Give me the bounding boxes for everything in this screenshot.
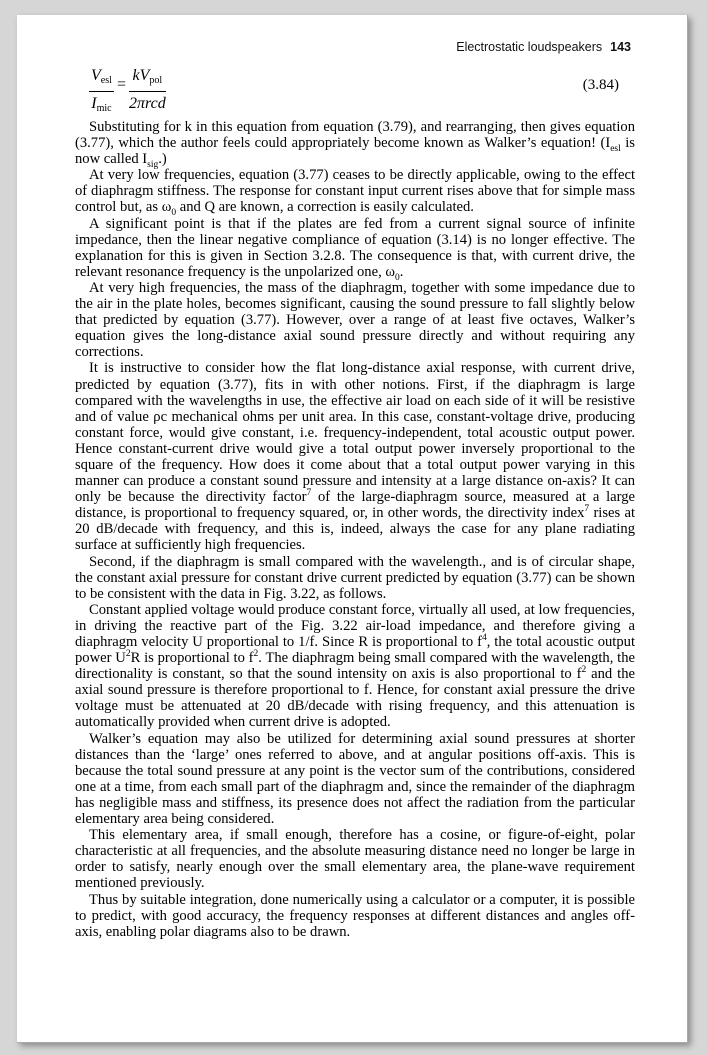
paragraph: A significant point is that if the plates are fed from a current signal source of infinite impedance, then the linear negative compliance of equation (3.14) is no longer effective. The explanation for this is given in Section 3.2.8. The consequence is that, with current drive, the relevant resonance frequency is the unpolarized one, $\omega_0$.	[75, 215, 635, 283]
equation-rhs-fraction	[129, 66, 166, 113]
equation-rhs-numerator: $kV_{pol}$	[129, 66, 166, 92]
paragraph: This elementary area, if small enough, therefore has a cosine, or figure-of-eight, polar characteristic at all frequencies, and the absolute measuring distance need no longer be large in order to satisfy, nearly enough over the small elementary area, the plane-wave requirement mentioned previously.	[75, 827, 635, 892]
paragraph: Substituting for k in this equation from equation (3.79), and rearranging, then gives equation (3.77), which the author feels could appropriately become known as Walker’s equation! ($I_{esl}$ is now called $I_{sig}$.)	[75, 119, 635, 171]
running-title: Electrostatic loudspeakers	[456, 40, 603, 54]
equals-sign: =	[117, 76, 127, 93]
paragraph: At very high frequencies, the mass of the diaphragm, together with some impedance due to the air in the plate holes, becomes significant, causing the sound pressure to fall slightly below that predicted by equation (3.77). However, over a range of at least five octaves, Walker’s equation gives the long-distance axial sound pressure directly and without requiring any corrections.	[75, 279, 635, 361]
equation-lhs-numerator: $V_{esl}$	[89, 66, 114, 92]
equation-number: (3.84)	[582, 77, 619, 93]
equation-lhs-fraction	[89, 66, 114, 118]
paragraph: At very low frequencies, equation (3.77) ceases to be directly applicable, owing to the effect of diaphragm stiffness. The response for constant input current rises above that for simple mass control but, as $\omega_0$ and Q are known, a correction is easily calculated.	[75, 167, 635, 219]
equation-lhs-denominator: $I_{mic}$	[91, 95, 112, 114]
equation-3-84	[89, 66, 619, 116]
paragraph: Thus by suitable integration, done numerically using a calculator or a computer, it is possible to predict, with good accuracy, the frequency responses at different distances and angles off-axis, enabling polar diagrams also to be drawn.	[75, 891, 635, 940]
running-head	[456, 40, 631, 54]
paragraph: Walker’s equation may also be utilized for determining axial sound pressures at shorter distances than the ‘large’ ones referred to above, and at angular positions off-axis. This is because the total sound pressure at any point is the vector sum of the contributions, considered one at a time, from each small part of the diaphragm and, since the remainder of the diaphragm has negligible mass and stiffness, its presence does not affect the radiation from the particular elementary area being considered.	[75, 730, 635, 828]
page-number: 143	[610, 40, 631, 54]
body-text	[75, 119, 635, 940]
paragraph: Second, if the diaphragm is small compared with the wavelength., and is of circular shape, the constant axial pressure for constant drive current predicted by equation (3.77) can be shown to be consistent with the data in Fig. 3.22, as follows.	[75, 553, 635, 602]
paragraph: It is instructive to consider how the flat long-distance axial response, with current drive, predicted by equation (3.77), fits in with other notions. First, if the diaphragm is large compared with the wavelengths in use, the effective air load on each side of it will be resistive and of value ρc mechanical ohms per unit area. In this case, constant-voltage drive, producing constant force, would give constant, i.e. frequency-independent, total acoustic output power. Hence constant-current drive would give a total output power inversely proportional to the square of the frequency. How does it come about that a total output power varying in this manner can produce a constant sound pressure and intensity at a large distance on-axis? It can only be because the directivity factor$^7$ of the large-diaphragm source, measured at a large distance, is proportional to frequency squared, or, in other words, the directivity index$^7$ rises at 20 dB/decade with frequency, and this is, indeed, always the case for any plane radiating surface at sufficiently high frequencies.	[75, 360, 635, 554]
equation-rhs-denominator: 2πrcd	[129, 95, 166, 112]
book-page	[17, 15, 688, 1043]
paragraph: Constant applied voltage would produce constant force, virtually all used, at low frequencies, in driving the reactive part of the Fig. 3.22 air-load impedance, and therefore giving a diaphragm velocity U proportional to 1/f. Since R is proportional to $f^4$, the total acoustic output power $U^2R$ is proportional to $f^2$. The diaphragm being small compared with the wavelength, the directionality is constant, so that the sound intensity on axis is also proportional to $f^2$ and the axial sound pressure is therefore proportional to f. Hence, for constant axial pressure the drive voltage must be attenuated at 20 dB/decade with rising frequency, and this attenuation is automatically provided when current drive is adopted.	[75, 601, 636, 731]
